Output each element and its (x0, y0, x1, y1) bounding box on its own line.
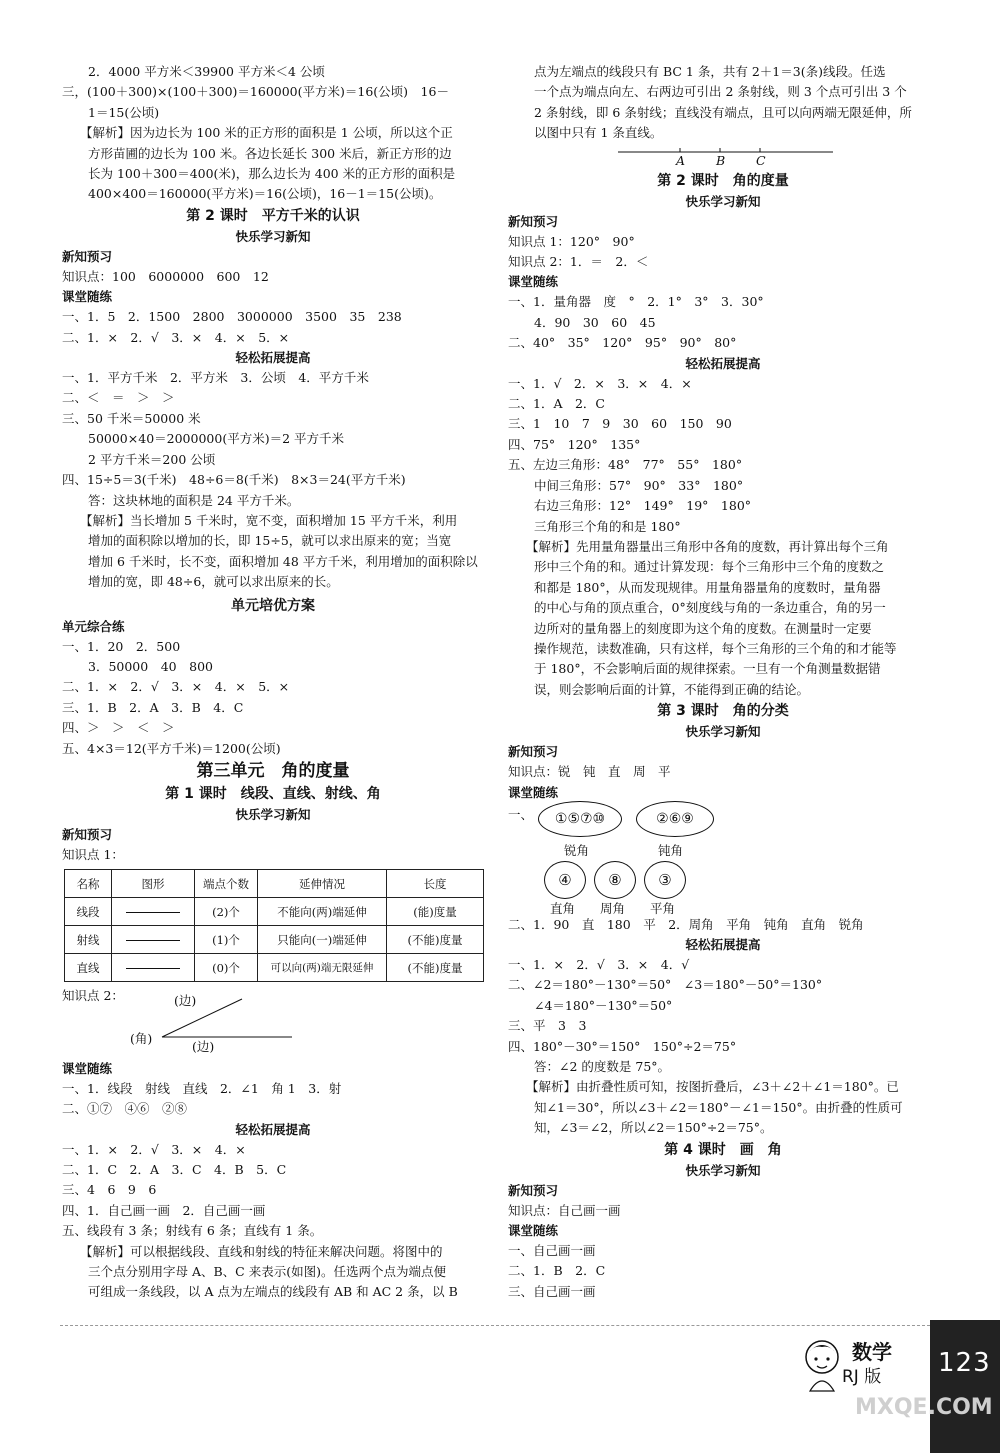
answer-line: 二、40° 35° 120° 95° 90° 80° (508, 335, 737, 351)
answer-line: 一、1．20 2．500 (62, 638, 181, 654)
answer-line: 三，(100＋300)×(100＋300)＝160000(平方米)＝16(公顷) 16－ (62, 84, 449, 100)
line-types-table (64, 869, 484, 982)
full-angle-label: 周角 (600, 900, 626, 916)
left-column (62, 62, 484, 1303)
lesson-heading: 第 1 课时 线段、直线、射线、角 (165, 785, 381, 802)
answer-line: 二、1．× 2．√ 3．× 4．× 5．× (62, 329, 290, 345)
analysis-line: 400×400＝160000(平方米)＝16(公顷)，16－1＝15(公顷)。 (88, 186, 442, 202)
answer-line: 四、1．自己画一画 2．自己画一画 (62, 1202, 266, 1218)
answer-line: 二、＜ ＝ ＞ ＞ (62, 390, 175, 406)
subsection-label: 课堂随练 (62, 1060, 113, 1076)
answer-line: 四、＞ ＞ ＜ ＞ (62, 720, 175, 736)
answer-line: 知识点：100 6000000 600 12 (62, 268, 269, 284)
lesson-heading: 第 3 课时 角的分类 (657, 703, 789, 720)
lesson-heading: 第 2 课时 平方千米的认识 (186, 207, 360, 224)
edition-label: RJ 版 (842, 1367, 882, 1387)
table-cell: 可以向(两)端无限延伸 (258, 954, 387, 982)
line-figure (112, 954, 195, 982)
table-cell: (不能)度量 (387, 954, 484, 982)
subsection-label: 课堂随练 (62, 289, 113, 305)
analysis-line: 方形苗圃的边长为 100 米。各边长延长 300 米后，新正方形的边 (88, 145, 452, 161)
obtuse-angle-oval: ②⑥⑨ (636, 801, 714, 837)
straight-angle-circle: ③ (644, 861, 686, 899)
points-line-diagram (508, 144, 938, 170)
analysis-line: 【解析】当长增加 5 千米时，宽不变，面积增加 15 平方千米，利用 (80, 512, 458, 528)
answer-line: 2．4000 平方米＜39900 平方米＜4 公顷 (88, 64, 325, 79)
analysis-line: 边所对的量角器上的刻度即为这个角的度数。在测量时一定要 (534, 620, 872, 636)
section-heading: 快乐学习新知 (685, 724, 761, 740)
analysis-line: 长为 100＋300＝400(米)，那么边长为 400 米的正方形的面积是 (88, 166, 456, 182)
analysis-line: 知∠1＝30°，所以∠3＋∠2＝180°－∠1＝150°。由折叠的性质可 (534, 1099, 903, 1115)
table-header: 图形 (112, 870, 195, 898)
obtuse-angle-label: 钝角 (658, 842, 684, 858)
lesson-heading: 第 2 课时 角的度量 (657, 172, 789, 189)
unit-title: 第三单元 角的度量 (196, 760, 350, 781)
analysis-line: 点为左端点的线段只有 BC 1 条，共有 2＋1＝3(条)线段。任选 (534, 64, 886, 79)
subsection-label: 课堂随练 (508, 1223, 559, 1239)
section-heading: 轻松拓展提高 (235, 1121, 311, 1137)
analysis-line: 增加 6 千米时，长不变，面积增加 48 平方千米，利用增加的面积除以 (88, 553, 478, 569)
angle-svg (142, 997, 342, 1049)
ray-figure (112, 926, 195, 954)
right-column (508, 62, 938, 1302)
answer-line: 2 平方千米＝200 公顷 (88, 451, 216, 467)
analysis-line: 于 180°，不会影响后面的规律探索。一旦有一个角测量数据错 (534, 661, 881, 677)
table-cell: (1)个 (195, 926, 258, 954)
answer-line: 三角形三个角的和是 180° (534, 518, 681, 534)
subsection-label: 新知预习 (62, 826, 113, 842)
table-cell: 不能向(两)端延伸 (258, 898, 387, 926)
answer-line: 一、1．线段 射线 直线 2．∠1 角 1 3．射 (62, 1080, 342, 1096)
answer-line: ∠4＝180°－130°＝50° (534, 997, 673, 1013)
subsection-label: 新知预习 (508, 744, 559, 760)
answer-line: 四、75° 120° 135° (508, 436, 641, 452)
answer-line: 一、1．× 2．√ 3．× 4．× (62, 1141, 246, 1157)
analysis-line: 的中心与角的顶点重合，0°刻度线与角的一条边重合，角的另一 (534, 600, 886, 616)
table-cell: (不能)度量 (387, 926, 484, 954)
item-number: 一、 (508, 806, 534, 822)
answer-line: 4．90 30 60 45 (534, 314, 656, 330)
answer-line: 五、4×3＝12(平方千米)＝1200(公顷) (62, 740, 281, 756)
full-angle-circle: ⑧ (594, 861, 636, 899)
subsection-label: 新知预习 (62, 248, 113, 264)
answer-line: 四、15÷5＝3(千米) 48÷6＝8(千米) 8×3＝24(平方千米) (62, 472, 406, 488)
acute-angle-oval: ①⑤⑦⑩ (538, 801, 622, 837)
analysis-line: 【解析】可以根据线段、直线和射线的特征来解决问题。将图中的 (80, 1243, 443, 1259)
section-heading: 轻松拓展提高 (685, 936, 761, 952)
table-cell: 直线 (65, 954, 112, 982)
point-label-c: C (756, 152, 766, 168)
analysis-line: 形中三个角的和。通过计算发现：每个三角形中三个角的度数之 (534, 559, 885, 575)
analysis-line: 【解析】由折叠性质可知，按图折叠后，∠3＋∠2＋∠1＝180°。已 (526, 1079, 899, 1095)
answer-line: 知识点：锐 钝 直 周 平 (508, 764, 671, 780)
answer-line: 1＝15(公顷) (88, 104, 160, 120)
footer-divider (60, 1325, 930, 1326)
segment-figure (112, 898, 195, 926)
answer-line: 五、左边三角形：48° 77° 55° 180° (508, 457, 743, 473)
subsection-label: 单元综合练 (62, 618, 125, 634)
analysis-line: 一个点为端点向左、右两边可引出 2 条射线，则 3 个点可引出 3 个 (534, 84, 907, 100)
section-heading: 轻松拓展提高 (235, 350, 311, 366)
analysis-line: 【解析】因为边长为 100 米的正方形的面积是 1 公顷，所以这个正 (80, 125, 453, 141)
answer-line: 一、1．× 2．√ 3．× 4．√ (508, 956, 690, 972)
angle-edge-label: (边) (192, 1038, 215, 1054)
answer-line: 答：这块林地的面积是 24 平方千米。 (88, 492, 300, 508)
subsection-label: 新知预习 (508, 1182, 559, 1198)
section-heading: 快乐学习新知 (235, 228, 311, 244)
answer-line: 二、1．× 2．√ 3．× 4．× 5．× (62, 679, 290, 695)
answer-line: 一、1．量角器 度 ° 2．1° 3° 3．30° (508, 294, 764, 310)
answer-line: 二、①⑦ ④⑥ ②⑧ (62, 1101, 188, 1117)
answer-line: 三、4 6 9 6 (62, 1182, 157, 1198)
table-cell: 只能向(一)端延伸 (258, 926, 387, 954)
straight-angle-label: 平角 (650, 900, 676, 916)
table-row (65, 954, 484, 982)
right-angle-label: 直角 (550, 900, 576, 916)
answer-line: 四、180°－30°＝150° 150°÷2＝75° (508, 1038, 737, 1054)
table-header: 长度 (387, 870, 484, 898)
table-row (65, 898, 484, 926)
page-tab (930, 1320, 1000, 1453)
analysis-line: 可组成一条线段，以 A 点为左端点的线段有 AB 和 AC 2 条，以 B (88, 1284, 458, 1300)
section-heading: 快乐学习新知 (235, 806, 311, 822)
table-cell: (能)度量 (387, 898, 484, 926)
answer-line: 五、线段有 3 条；射线有 6 条；直线有 1 条。 (62, 1223, 323, 1239)
table-header: 名称 (65, 870, 112, 898)
table-header-row (65, 870, 484, 898)
answer-line: 3．50000 40 800 (88, 658, 213, 674)
point-label-a: A (676, 152, 686, 168)
table-cell: (0)个 (195, 954, 258, 982)
knowledge-point-label: 知识点 1： (62, 846, 124, 862)
answer-line: 知识点：自己画一画 (508, 1202, 621, 1218)
answer-line: 二、∠2＝180°－130°＝50° ∠3＝180°－50°＝130° (508, 977, 823, 993)
analysis-line: 【解析】先用量角器量出三角形中各角的度数，再计算出每个三角 (526, 538, 889, 554)
knowledge-point-label: 知识点 2： (62, 988, 124, 1004)
subsection-label: 新知预习 (508, 213, 559, 229)
analysis-line: 增加的面积除以增加的长，即 15÷5，就可以求出原来的宽；当宽 (88, 533, 452, 549)
answer-line: 三、自己画一画 (508, 1283, 596, 1299)
answer-line: 知识点 2：1．＝ 2．＜ (508, 254, 649, 270)
section-heading: 快乐学习新知 (685, 193, 761, 209)
answer-line: 一、1．√ 2．× 3．× 4．× (508, 375, 692, 391)
table-cell: 线段 (65, 898, 112, 926)
analysis-line: 三个点分别用字母 A、B、C 来表示(如图)。任选两个点为端点便 (88, 1264, 446, 1280)
angle-edge-label: (边) (174, 992, 197, 1008)
answer-line: 一、1．平方千米 2．平方米 3．公顷 4．平方千米 (62, 370, 369, 386)
lesson-heading: 第 4 课时 画 角 (664, 1141, 782, 1158)
point-label-b: B (716, 152, 726, 168)
analysis-line: 和都是 180°，从而发现规律。用量角器量角的度数时，量角器 (534, 579, 881, 595)
answer-line: 一、自己画一画 (508, 1243, 596, 1259)
answer-line: 中间三角形：57° 90° 33° 180° (534, 477, 744, 493)
answer-line: 右边三角形：12° 149° 19° 180° (534, 498, 752, 514)
answer-line: 二、1．A 2．C (508, 396, 605, 412)
analysis-line: 增加的宽，即 48÷6，就可以求出原来的长。 (88, 574, 339, 590)
answer-line: 三、平 3 3 (508, 1018, 587, 1034)
answer-line: 二、1．C 2．A 3．C 4．B 5．C (62, 1162, 287, 1177)
answer-line: 三、1．B 2．A 3．B 4．C (62, 699, 244, 715)
answer-line: 二、1．90 直 180 平 2．周角 平角 钝角 直角 锐角 (508, 916, 864, 932)
analysis-line: 误，则会影响后面的计算，不能得到正确的结论。 (534, 681, 810, 697)
analysis-line: 2 条射线，即 6 条射线；直线没有端点，且可以向两端无限延伸，所 (534, 104, 912, 120)
analysis-line: 以图中只有 1 条直线。 (534, 125, 663, 141)
subject-label: 数学 (852, 1340, 892, 1364)
section-heading: 快乐学习新知 (685, 1162, 761, 1178)
section-heading: 轻松拓展提高 (685, 355, 761, 371)
analysis-line: 知，∠3＝∠2，所以∠2＝150°÷2＝75°。 (534, 1120, 773, 1136)
watermark: MXQE.COM (855, 1395, 993, 1420)
answer-line: 知识点 1：120° 90° (508, 233, 635, 249)
answer-line: 一、1．5 2．1500 2800 3000000 3500 35 238 (62, 309, 402, 325)
subsection-label: 课堂随练 (508, 274, 559, 290)
analysis-line: 操作规范，读数准确，只有这样，每个三角形的三个角的和才能等 (534, 640, 897, 656)
answer-line: 答：∠2 的度数是 75°。 (534, 1059, 671, 1074)
points-line-svg (618, 144, 858, 170)
table-cell: (2)个 (195, 898, 258, 926)
answer-line: 三、50 千米＝50000 米 (62, 410, 201, 426)
page-number: 123 (938, 1348, 991, 1378)
answer-line: 50000×40＝2000000(平方米)＝2 平方千米 (88, 431, 344, 447)
table-cell: 射线 (65, 926, 112, 954)
table-header: 延伸情况 (258, 870, 387, 898)
unit-heading: 单元培优方案 (231, 597, 315, 614)
right-angle-circle: ④ (544, 861, 586, 899)
table-row (65, 926, 484, 954)
angle-vertex-label: (角) (130, 1030, 153, 1046)
answer-line: 二、1．B 2．C (508, 1263, 606, 1279)
acute-angle-label: 锐角 (564, 842, 590, 858)
mascot-icon (800, 1335, 844, 1393)
angle-classification-diagram (508, 803, 938, 915)
subsection-label: 课堂随练 (508, 784, 559, 800)
table-header: 端点个数 (195, 870, 258, 898)
answer-line: 三、1 10 7 9 30 60 150 90 (508, 416, 732, 432)
